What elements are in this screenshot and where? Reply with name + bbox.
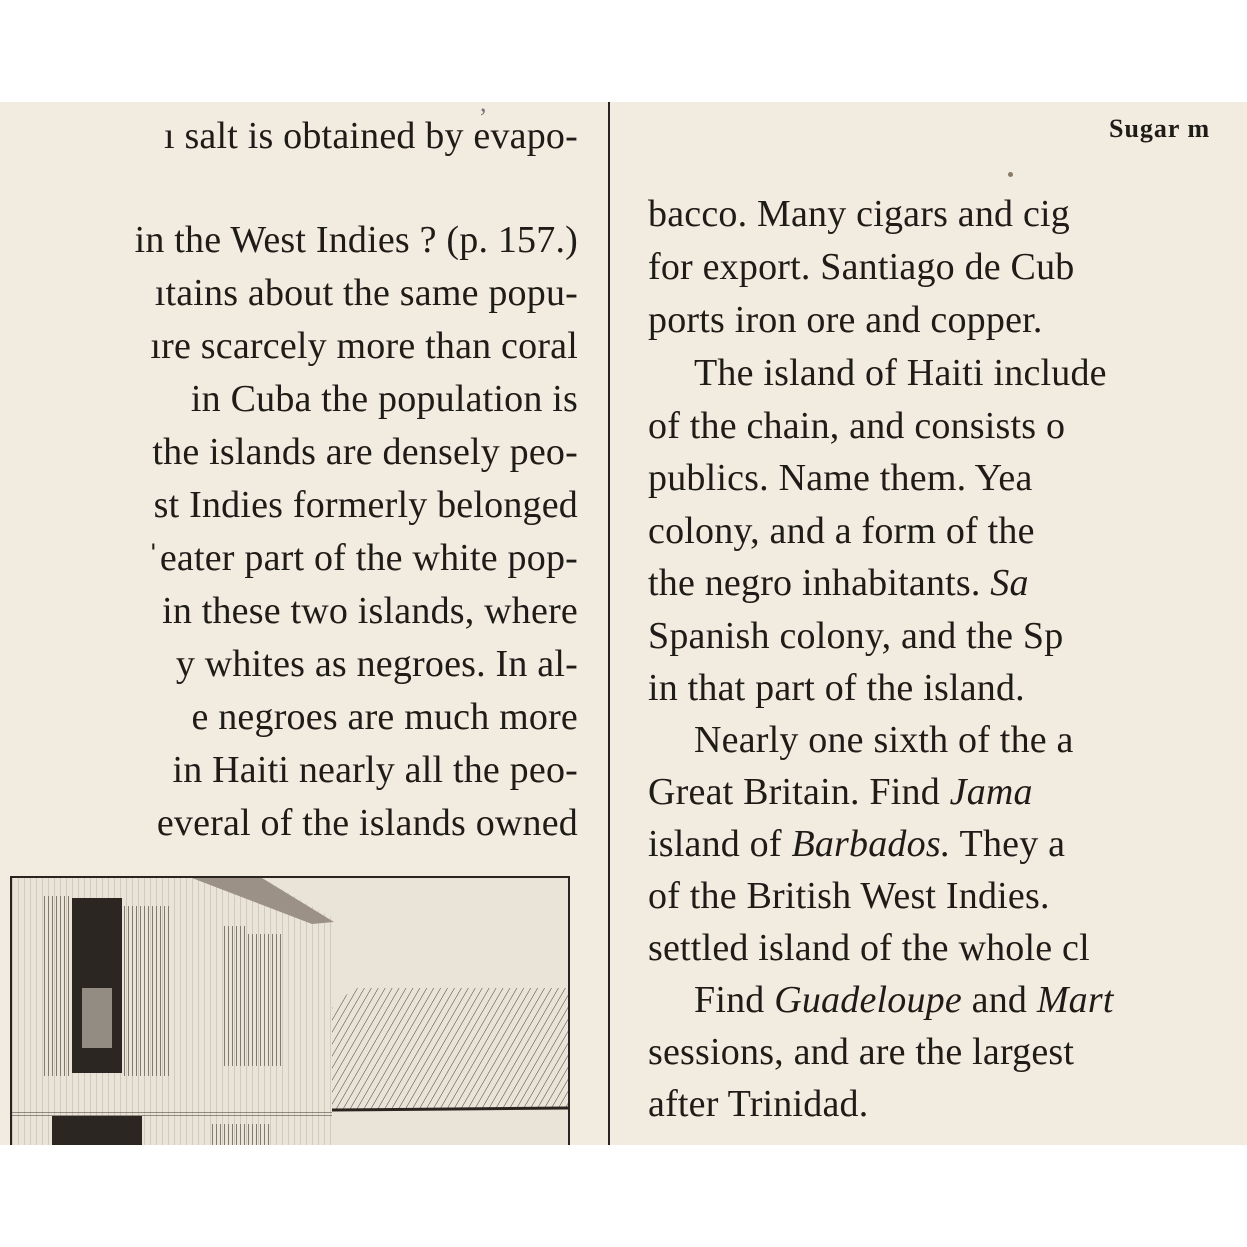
left-line-2: in the West Indies ? (p. 157.) bbox=[134, 219, 578, 261]
left-line-12: in Haiti nearly all the peo- bbox=[172, 749, 578, 791]
right-line-8-text: the negro inhabitants. Sa bbox=[648, 562, 1029, 604]
right-line-11: Nearly one sixth of the a bbox=[694, 719, 1074, 761]
left-line-3: ıtains about the same popu- bbox=[154, 272, 578, 314]
left-line-13: everal of the islands owned bbox=[156, 802, 578, 844]
right-line-6: publics. Name them. Yea bbox=[648, 457, 1033, 499]
right-column bbox=[612, 102, 1247, 1145]
right-line-15: settled island of the whole cl bbox=[648, 927, 1090, 969]
right-line-18: after Trinidad. bbox=[648, 1083, 869, 1125]
left-line-9: in these two islands, where bbox=[162, 590, 578, 632]
right-line-3: ports iron ore and copper. bbox=[648, 299, 1043, 341]
building-engraving bbox=[10, 876, 570, 1145]
right-line-4: The island of Haiti include bbox=[694, 352, 1107, 394]
left-line-10: y whites as negroes. In al- bbox=[175, 643, 578, 685]
stray-comma: , bbox=[480, 102, 487, 117]
left-line-6: the islands are densely peo- bbox=[152, 431, 578, 473]
book-page bbox=[0, 102, 1247, 1145]
left-line-5: in Cuba the population is bbox=[190, 378, 578, 420]
engraving-illustration bbox=[12, 878, 568, 1145]
right-line-14: of the British West Indies. bbox=[648, 875, 1050, 917]
running-header: Sugar m bbox=[1109, 114, 1211, 143]
column-divider bbox=[608, 102, 610, 1145]
left-line-1: ı salt is obtained by evapo- bbox=[163, 115, 578, 157]
right-line-2: for export. Santiago de Cub bbox=[648, 246, 1075, 288]
ink-speck bbox=[1008, 172, 1013, 177]
right-line-17: sessions, and are the largest bbox=[648, 1031, 1075, 1073]
left-column bbox=[0, 102, 600, 1145]
right-line-8 bbox=[648, 561, 1029, 605]
right-line-9: Spanish colony, and the Sp bbox=[648, 615, 1064, 657]
right-line-1: bacco. Many cigars and cig bbox=[648, 193, 1070, 235]
right-line-16: Find Guadeloupe and Mart bbox=[694, 979, 1114, 1021]
right-line-13: island of Barbados. They a bbox=[648, 823, 1066, 865]
right-line-12: Great Britain. Find Jama bbox=[648, 771, 1033, 813]
left-line-4: ıre scarcely more than coral bbox=[150, 325, 578, 367]
right-line-5: of the chain, and consists o bbox=[648, 405, 1066, 447]
left-line-8: ˈeater part of the white pop- bbox=[147, 537, 578, 579]
left-line-7: st Indies formerly belonged bbox=[153, 484, 578, 526]
left-line-11: e negroes are much more bbox=[191, 696, 578, 738]
right-line-7: colony, and a form of the bbox=[648, 510, 1035, 552]
right-line-10: in that part of the island. bbox=[648, 667, 1025, 709]
